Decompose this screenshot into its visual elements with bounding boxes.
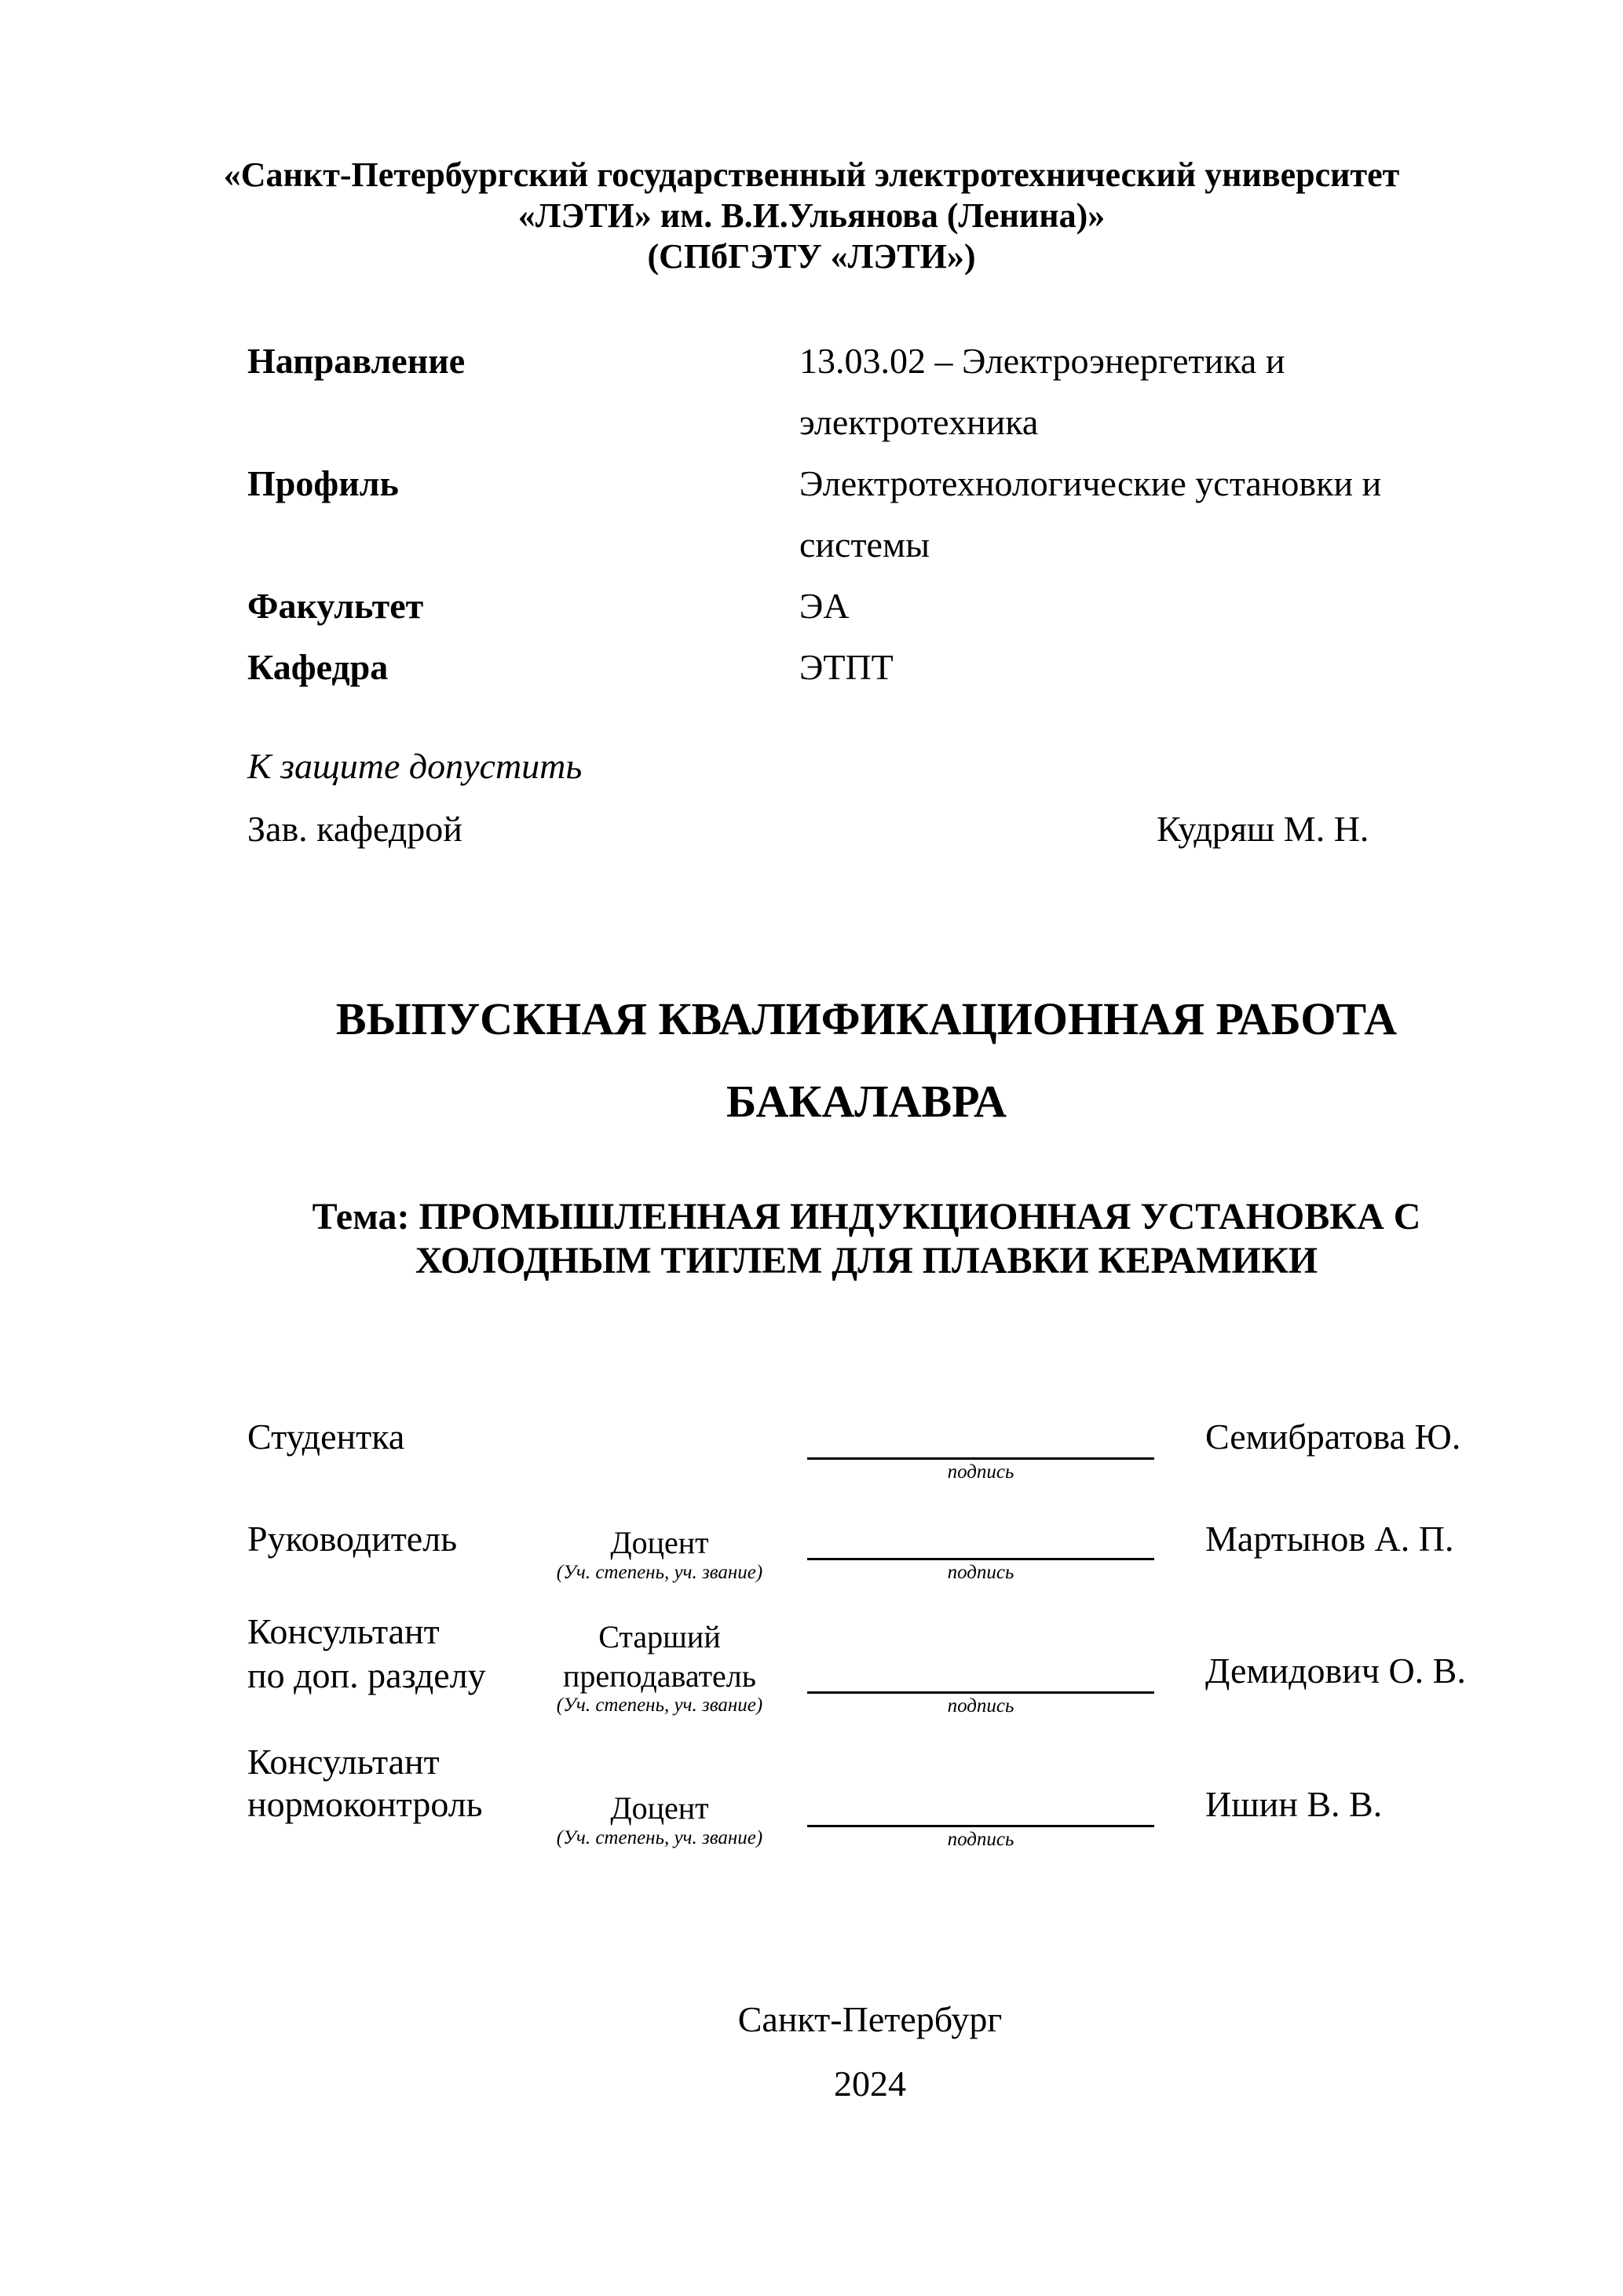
info-value-department: ЭТПТ [799,647,894,687]
role-consultant-additional-line1: Консультант [247,1611,440,1651]
name-supervisor: Мартынов А. П. [1205,1519,1454,1559]
department-head-label: Зав. кафедрой [247,809,462,849]
info-label-direction: Направление [247,341,466,381]
role-consultant-normcontrol-line1: Консультант [247,1742,440,1782]
role-supervisor: Руководитель [247,1519,458,1559]
role-student: Студентка [247,1417,405,1457]
signature-line-supervisor [807,1558,1154,1560]
name-consultant-normcontrol: Ишин В. В. [1205,1784,1383,1824]
signature-caption-consultant-additional: подпись [947,1695,1014,1717]
info-value-direction-line1: 13.03.02 – Электроэнергетика и [799,341,1285,381]
name-consultant-additional: Демидович О. В. [1205,1651,1466,1691]
university-name-line1: «Санкт-Петербургский государственный электротехнический университет [223,155,1400,194]
thesis-title-line2: БАКАЛАВРА [726,1076,1007,1127]
theme-line2: ХОЛОДНЫМ ТИГЛЕМ ДЛЯ ПЛАВКИ КЕРАМИКИ [415,1240,1318,1281]
rank-consultant-additional-line1: Старший [598,1619,721,1654]
info-value-profile-line2: системы [799,525,930,565]
signature-caption-student: подпись [947,1461,1014,1483]
theme-line1: Тема: ПРОМЫШЛЕННАЯ ИНДУКЦИОННАЯ УСТАНОВКА С [312,1196,1421,1238]
info-label-profile: Профиль [247,463,399,503]
info-value-direction-line2: электротехника [799,402,1039,442]
info-value-profile-line1: Электротехнологические установки и [799,463,1382,503]
rank-consultant-normcontrol: Доцент [610,1790,709,1826]
admission-note: К защите допустить [247,746,583,786]
signature-line-consultant-additional [807,1691,1154,1694]
info-value-faculty: ЭА [799,586,850,626]
rank-caption-consultant-additional: (Уч. степень, уч. звание) [556,1695,763,1716]
footer-year: 2024 [834,2064,906,2104]
rank-caption-consultant-normcontrol: (Уч. степень, уч. звание) [556,1827,763,1848]
university-name-line2: «ЛЭТИ» им. В.И.Ульянова (Ленина)» [517,196,1106,235]
signature-line-consultant-normcontrol [807,1825,1154,1827]
rank-consultant-additional-line2: преподаватель [562,1658,757,1694]
role-consultant-additional-line2: по доп. разделу [247,1655,486,1695]
role-consultant-normcontrol-line2: нормоконтроль [247,1784,483,1824]
name-student: Семибратова Ю. [1205,1417,1461,1457]
signature-caption-supervisor: подпись [947,1562,1014,1583]
info-label-department: Кафедра [247,647,389,687]
department-head-name: Кудряш М. Н. [1157,809,1369,849]
signature-caption-consultant-normcontrol: подпись [947,1829,1014,1850]
rank-caption-supervisor: (Уч. степень, уч. звание) [556,1562,763,1583]
info-label-faculty: Факультет [247,586,424,626]
university-abbreviation: (СПбГЭТУ «ЛЭТИ») [647,237,976,276]
signature-line-student [807,1457,1154,1460]
rank-supervisor: Доцент [610,1525,709,1560]
footer-city: Санкт-Петербург [737,1999,1003,2039]
thesis-title-line1: ВЫПУСКНАЯ КВАЛИФИКАЦИОННАЯ РАБОТА [335,993,1398,1044]
